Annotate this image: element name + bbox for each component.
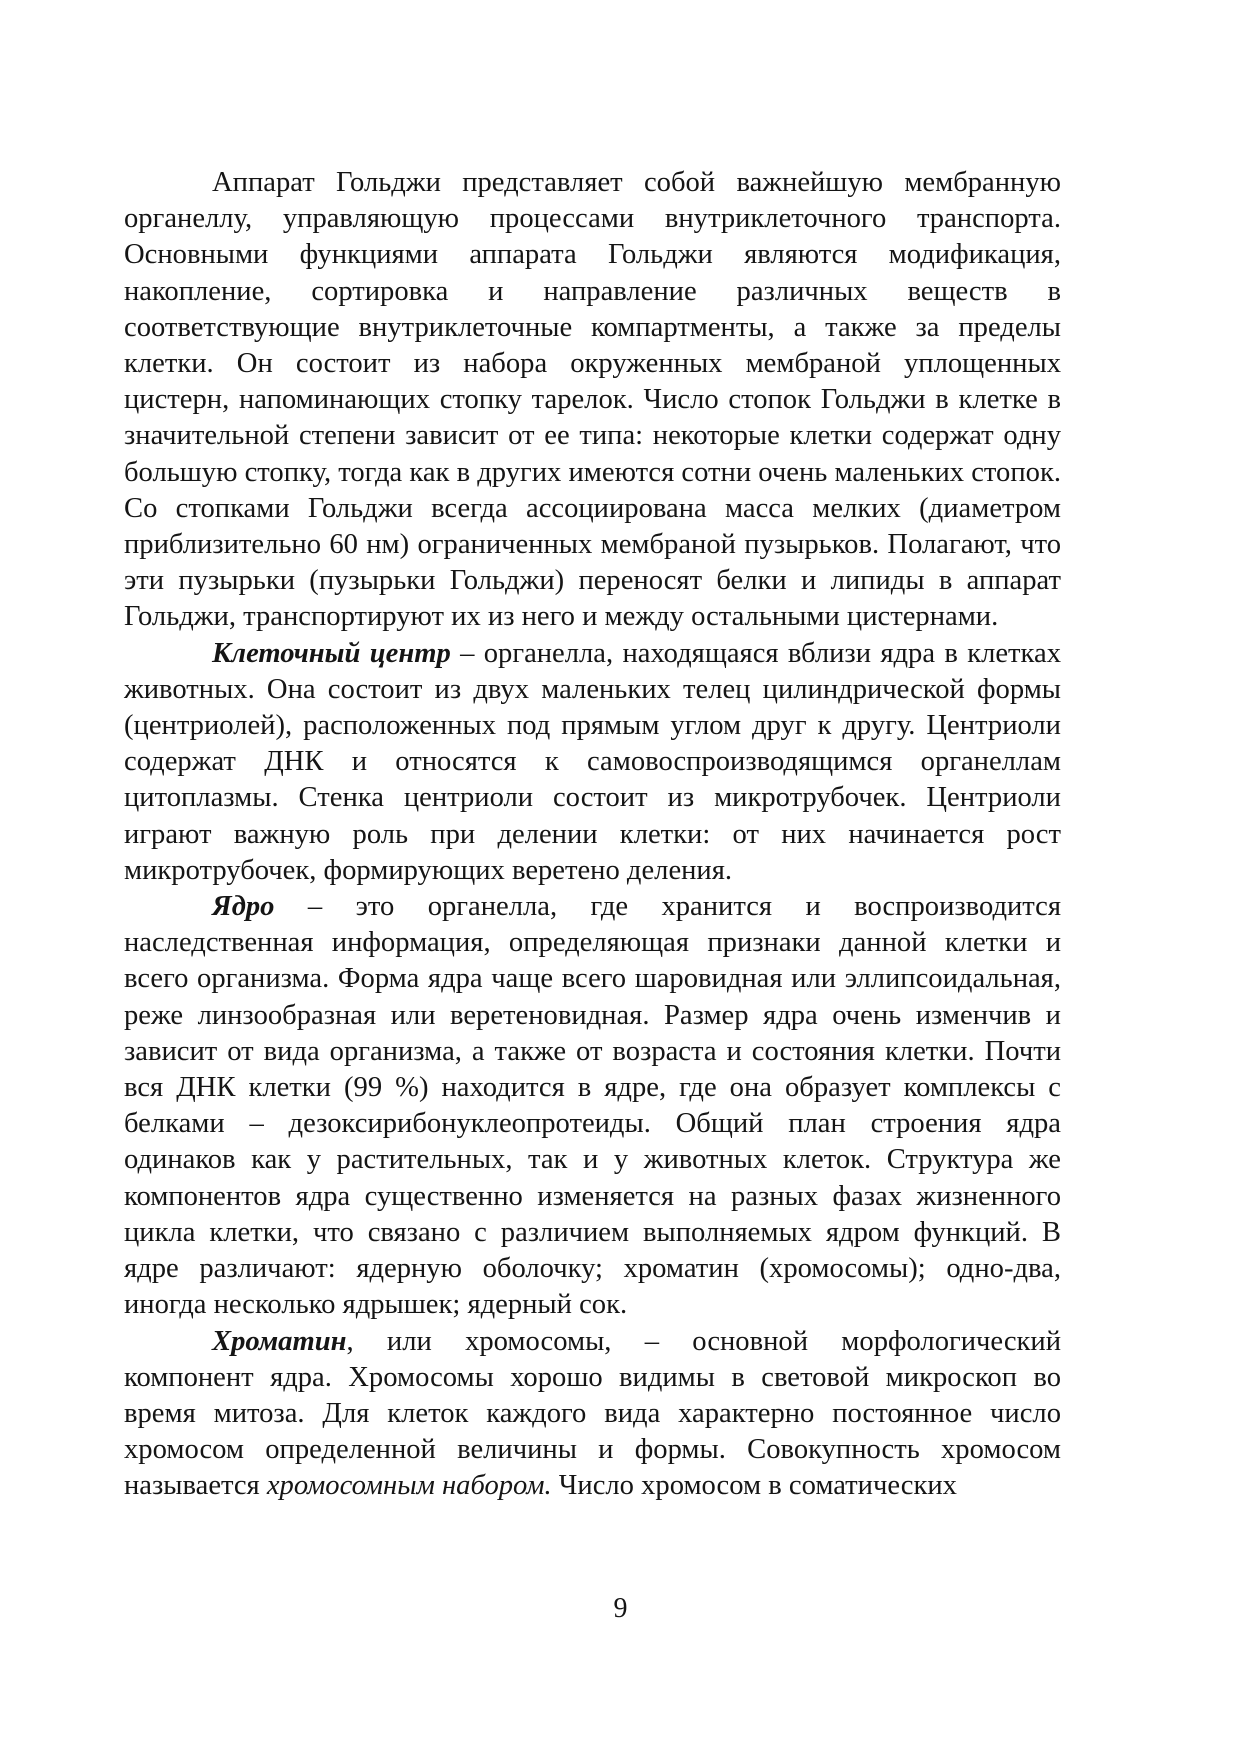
page-number: 9 (613, 1593, 628, 1624)
paragraph-golgi-text: Аппарат Гольджи представляет собой важнейшую мембранную органеллу, управляющую процессами внутриклеточного транспорта. Основными функциями аппарата Гольджи являются модификация, накопление, сортировка и направление различных веществ в соответствующие внутриклеточные компартменты, а также за пределы клетки. Он состоит из набора окруженных мембраной уплощенных цистерн, напоминающих стопку тарелок. Число стопок Гольджи в клетке в значительной степени зависит от ее типа: некоторые клетки содержат одну большую стопку, тогда как в других имеются сотни очень маленьких стопок. Со стопками Гольджи всегда ассоциирована масса мелких (диаметром приблизительно 60 нм) ограниченных мембраной пузырьков. Полагают, что эти пузырьки (пузырьки Гольджи) переносят белки и липиды в аппарат Гольджи, транспортируют их из него и между остальными цистернами. (124, 167, 1061, 633)
paragraph-cell-center (124, 636, 1061, 889)
page-body (124, 165, 1061, 1505)
term-chromosome-set: хромосомным набором. (266, 1470, 552, 1502)
paragraph-nucleus-text: – это органелла, где хранится и воспроизводится наследственная информация, определяющая признаки данной клетки и всего организма. Форма ядра чаще всего шаровидная или эллипсоидальная, реже линзообразная или веретеновидная. Размер ядра очень изменчив и зависит от вида организма, а также от возраста и состояния клетки. Почти вся ДНК клетки (99 %) находится в ядре, где она образует комплексы с белками – дезоксирибонуклеопротеиды. Общий план строения ядра одинаков как у растительных, так и у животных клеток. Структура же компонентов ядра существенно изменяется на разных фазах жизненного цикла клетки, что связано с различием выполняемых ядром функций. В ядре различают: ядерную оболочку; хроматин (хромосомы); одно-два, иногда несколько ядрышек; ядерный сок. (124, 891, 1061, 1321)
paragraph-golgi (124, 165, 1061, 636)
paragraph-chromatin-tail: Число хромосом в соматических (551, 1470, 957, 1502)
term-cell-center: Клеточный центр (212, 637, 451, 669)
paragraph-nucleus (124, 889, 1061, 1323)
term-chromatin: Хроматин (212, 1325, 347, 1357)
paragraph-chromatin-text: , или хромосомы, – основной морфологический компонент ядра. Хромосомы хорошо видимы в световой микроскоп во время митоза. Для клеток каждого вида характерно постоянное число хромосом определенной величины и формы. Совокупность хромосом называется (124, 1325, 1061, 1502)
paragraph-cell-center-text: – органелла, находящаяся вблизи ядра в клетках животных. Она состоит из двух маленьких телец цилиндрической формы (центриолей), расположенных под прямым углом друг к другу. Центриоли содержат ДНК и относятся к самовоспроизводящимся органеллам цитоплазмы. Стенка центриоли состоит из микротрубочек. Центриоли играют важную роль при делении клетки: от них начинается рост микротрубочек, формирующих веретено деления. (124, 637, 1061, 886)
term-nucleus: Ядро (212, 891, 275, 923)
paragraph-chromatin (124, 1324, 1061, 1505)
